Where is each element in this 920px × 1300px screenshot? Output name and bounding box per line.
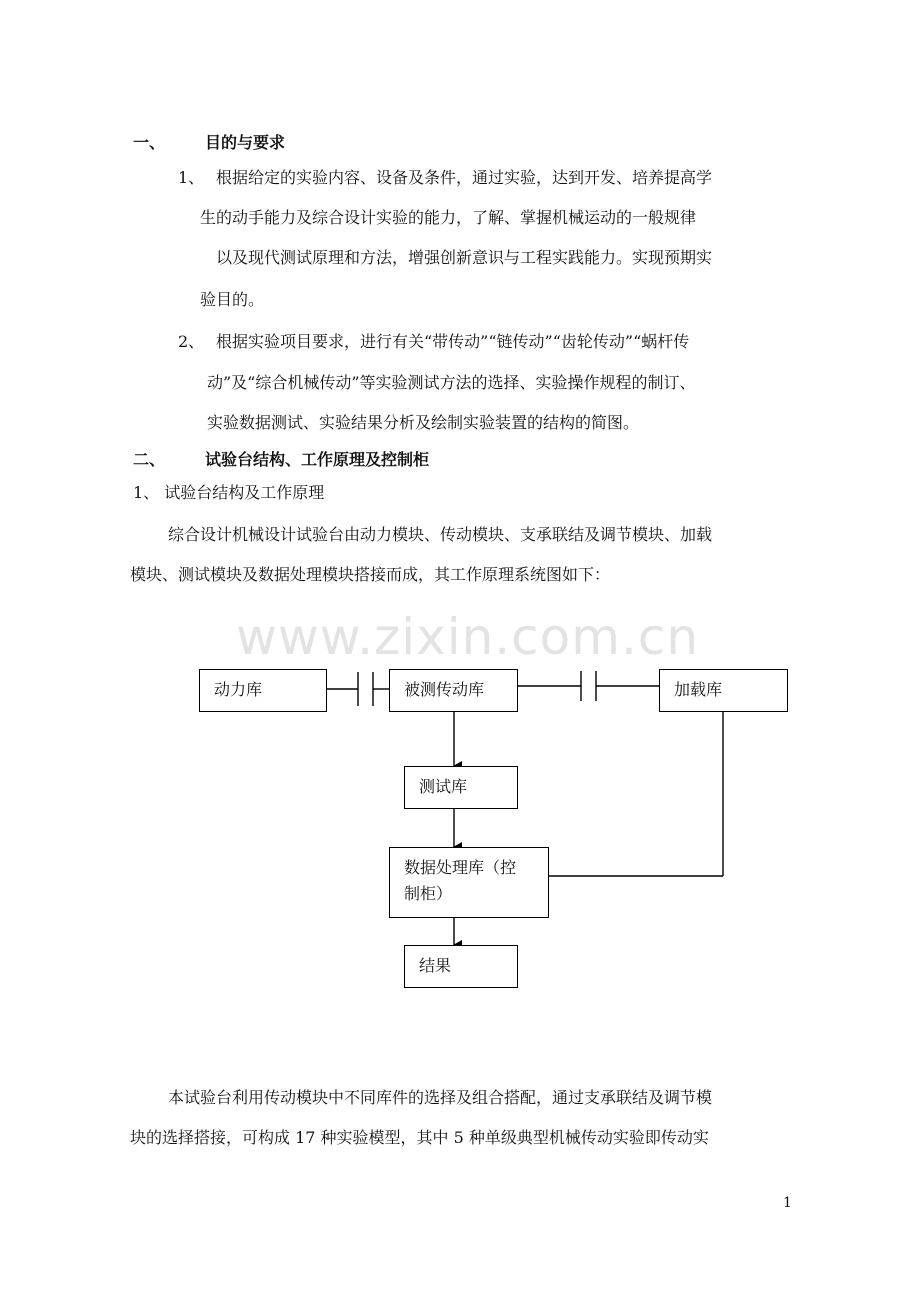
section2-para-line1: 综合设计机械设计试验台由动力模块、传动模块、支承联结及调节模块、加载 [168, 525, 713, 544]
item1-line3: 以及现代测试原理和方法，增强创新意识与工程实践能力。实现预期实 [216, 248, 713, 267]
item2-line1: 根据实验项目要求，进行有关“带传动”“链传动”“齿轮传动”“蜗杆传 [216, 332, 690, 351]
section2-subheading: 1、 试验台结构及工作原理 [133, 483, 325, 502]
box-data-processing-library [389, 847, 549, 918]
box-tested-label: 被测传动库 [404, 680, 485, 699]
page-number: 1 [783, 1195, 792, 1211]
box-load-label: 加载库 [674, 680, 723, 699]
section1-title: 目的与要求 [205, 133, 286, 152]
box-power-label: 动力库 [214, 680, 263, 699]
bottom-para-line2: 块的选择搭接，可构成 17 种实验模型，其中 5 种单级典型机械传动实验即传动实 [130, 1128, 709, 1147]
item2-line3: 实验数据测试、实验结果分析及绘制实验装置的结构的简图。 [207, 413, 640, 432]
section1-number: 一、 [133, 133, 166, 152]
bottom-para-line1: 本试验台利用传动模块中不同库件的选择及组合搭配，通过支承联结及调节模 [168, 1088, 713, 1107]
item2-line2: 动”及“综合机械传动”等实验测试方法的选择、实验操作规程的制订、 [207, 373, 696, 392]
watermark: www.zixin.com.cn [236, 608, 700, 666]
item1-line2: 生的动手能力及综合设计实验的能力，了解、掌握机械运动的一般规律 [200, 208, 697, 227]
section2-title: 试验台结构、工作原理及控制柜 [205, 450, 430, 469]
box-test-library [404, 766, 518, 809]
box-data-label-line1: 数据处理库（控 [404, 858, 517, 877]
box-tested-transmission-library [389, 669, 518, 712]
section2-para-line2: 模块、测试模块及数据处理模块搭接而成，其工作原理系统图如下： [130, 565, 611, 584]
box-test-label: 测试库 [419, 777, 468, 796]
item1-line4: 验目的。 [200, 290, 265, 309]
item1-number: 1、 [178, 168, 205, 187]
item2-number: 2、 [178, 332, 205, 351]
box-power-library [199, 669, 327, 712]
box-result [404, 945, 518, 988]
box-load-library [659, 669, 788, 712]
box-result-label: 结果 [419, 956, 452, 975]
item1-line1: 根据给定的实验内容、设备及条件，通过实验，达到开发、培养提高学 [216, 168, 713, 187]
box-data-label-line2: 制柜） [404, 884, 453, 903]
section2-number: 二、 [133, 450, 166, 469]
